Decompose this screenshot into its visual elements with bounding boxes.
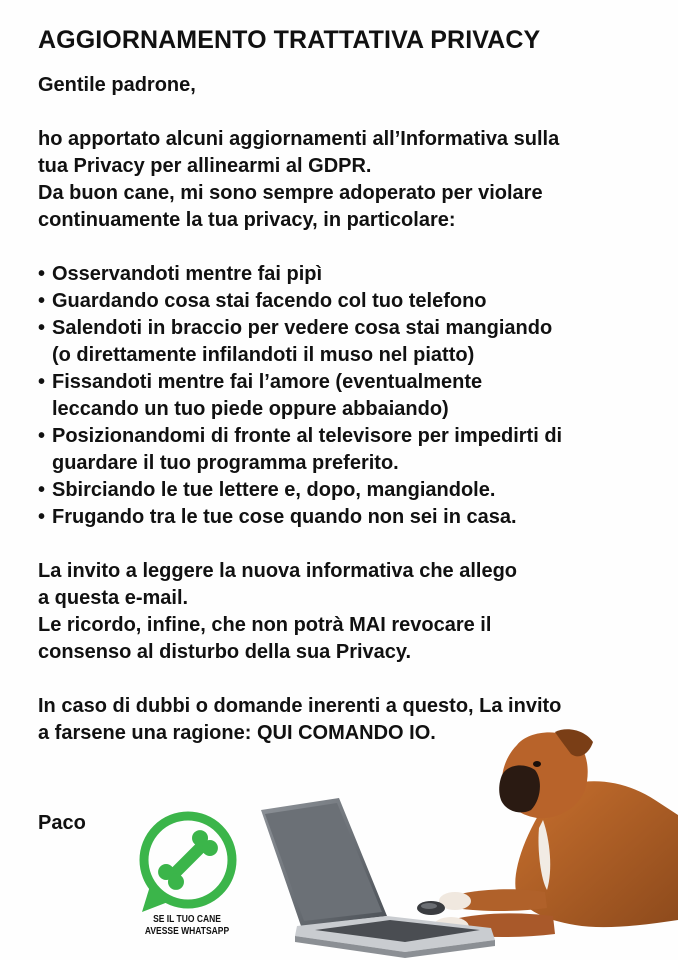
spacer <box>38 99 668 126</box>
intro-line: tua Privacy per allinearmi al GDPR. <box>38 155 372 177</box>
invite-paragraph <box>38 558 668 666</box>
bullet-item <box>38 504 668 531</box>
bullet-text: Posizionandomi di fronte al televisore per impedirti di <box>52 425 563 447</box>
bullet-text: Osservandoti mentre fai pipì <box>52 263 323 285</box>
boxer-dog-laptop-illustration <box>255 720 678 960</box>
bullet-dot: • <box>38 263 46 285</box>
bullet-dot: • <box>38 371 46 393</box>
bullet-continuation: guardare il tuo programma preferito. <box>52 452 399 474</box>
bullet-text: Frugando tra le tue cose quando non sei in casa. <box>52 506 517 528</box>
bullet-text: Sbirciando le tue lettere e, dopo, mangiandole. <box>52 479 496 501</box>
invite-line: La invito a leggere la nuova informativa che allego <box>38 560 518 582</box>
intro-line: ho apportato alcuni aggiornamenti all’Informativa sulla <box>38 128 560 150</box>
intro-line: Da buon cane, mi sono sempre adoperato per violare <box>38 182 543 204</box>
bullet-text: Fissandoti mentre fai l’amore (eventualmente <box>52 371 483 393</box>
bullet-list <box>38 261 668 531</box>
intro-line: continuamente la tua privacy, in particolare: <box>38 209 456 231</box>
invite-line: consenso al disturbo della sua Privacy. <box>38 641 412 663</box>
closing-line: a farsene una ragione: QUI COMANDO IO. <box>38 722 436 744</box>
bullet-item <box>38 477 668 504</box>
intro-paragraph <box>38 126 668 234</box>
bullet-dot: • <box>38 290 46 312</box>
invite-line: a questa e-mail. <box>38 587 189 609</box>
logo-caption-line: SE IL TUO CANE <box>153 914 221 925</box>
laptop <box>261 798 495 958</box>
logo-caption <box>140 914 234 938</box>
bullet-dot: • <box>38 317 46 339</box>
bullet-item <box>38 423 668 450</box>
logo-caption-line: AVESSE WHATSAPP <box>144 926 230 937</box>
dog <box>433 729 678 937</box>
bullet-text: Guardando cosa stai facendo col tuo telefono <box>52 290 487 312</box>
bullet-item <box>38 261 668 288</box>
bullet-dot: • <box>38 425 46 447</box>
bullet-continuation: leccando un tuo piede oppure abbaiando) <box>52 398 449 420</box>
whatsapp-bone-icon <box>142 816 232 912</box>
letter-body <box>38 72 668 747</box>
spacer <box>38 531 668 558</box>
spacer <box>38 666 668 693</box>
bullet-item <box>38 315 668 342</box>
bullet-item <box>38 369 668 396</box>
signature: Paco <box>38 812 86 834</box>
bullet-text: Salendoti in braccio per vedere cosa stai mangiando <box>52 317 553 339</box>
invite-line: Le ricordo, infine, che non potrà MAI revocare il <box>38 614 492 636</box>
bullet-continuation: (o direttamente infilandoti il muso nel piatto) <box>52 344 475 366</box>
greeting: Gentile padrone, <box>38 74 196 96</box>
page-title: AGGIORNAMENTO TRATTATIVA PRIVACY <box>38 26 541 54</box>
bullet-dot: • <box>38 479 46 501</box>
spacer <box>38 234 668 261</box>
bullet-item <box>38 288 668 315</box>
closing-line: In caso di dubbi o domande inerenti a questo, La invito <box>38 695 562 717</box>
bullet-dot: • <box>38 506 46 528</box>
